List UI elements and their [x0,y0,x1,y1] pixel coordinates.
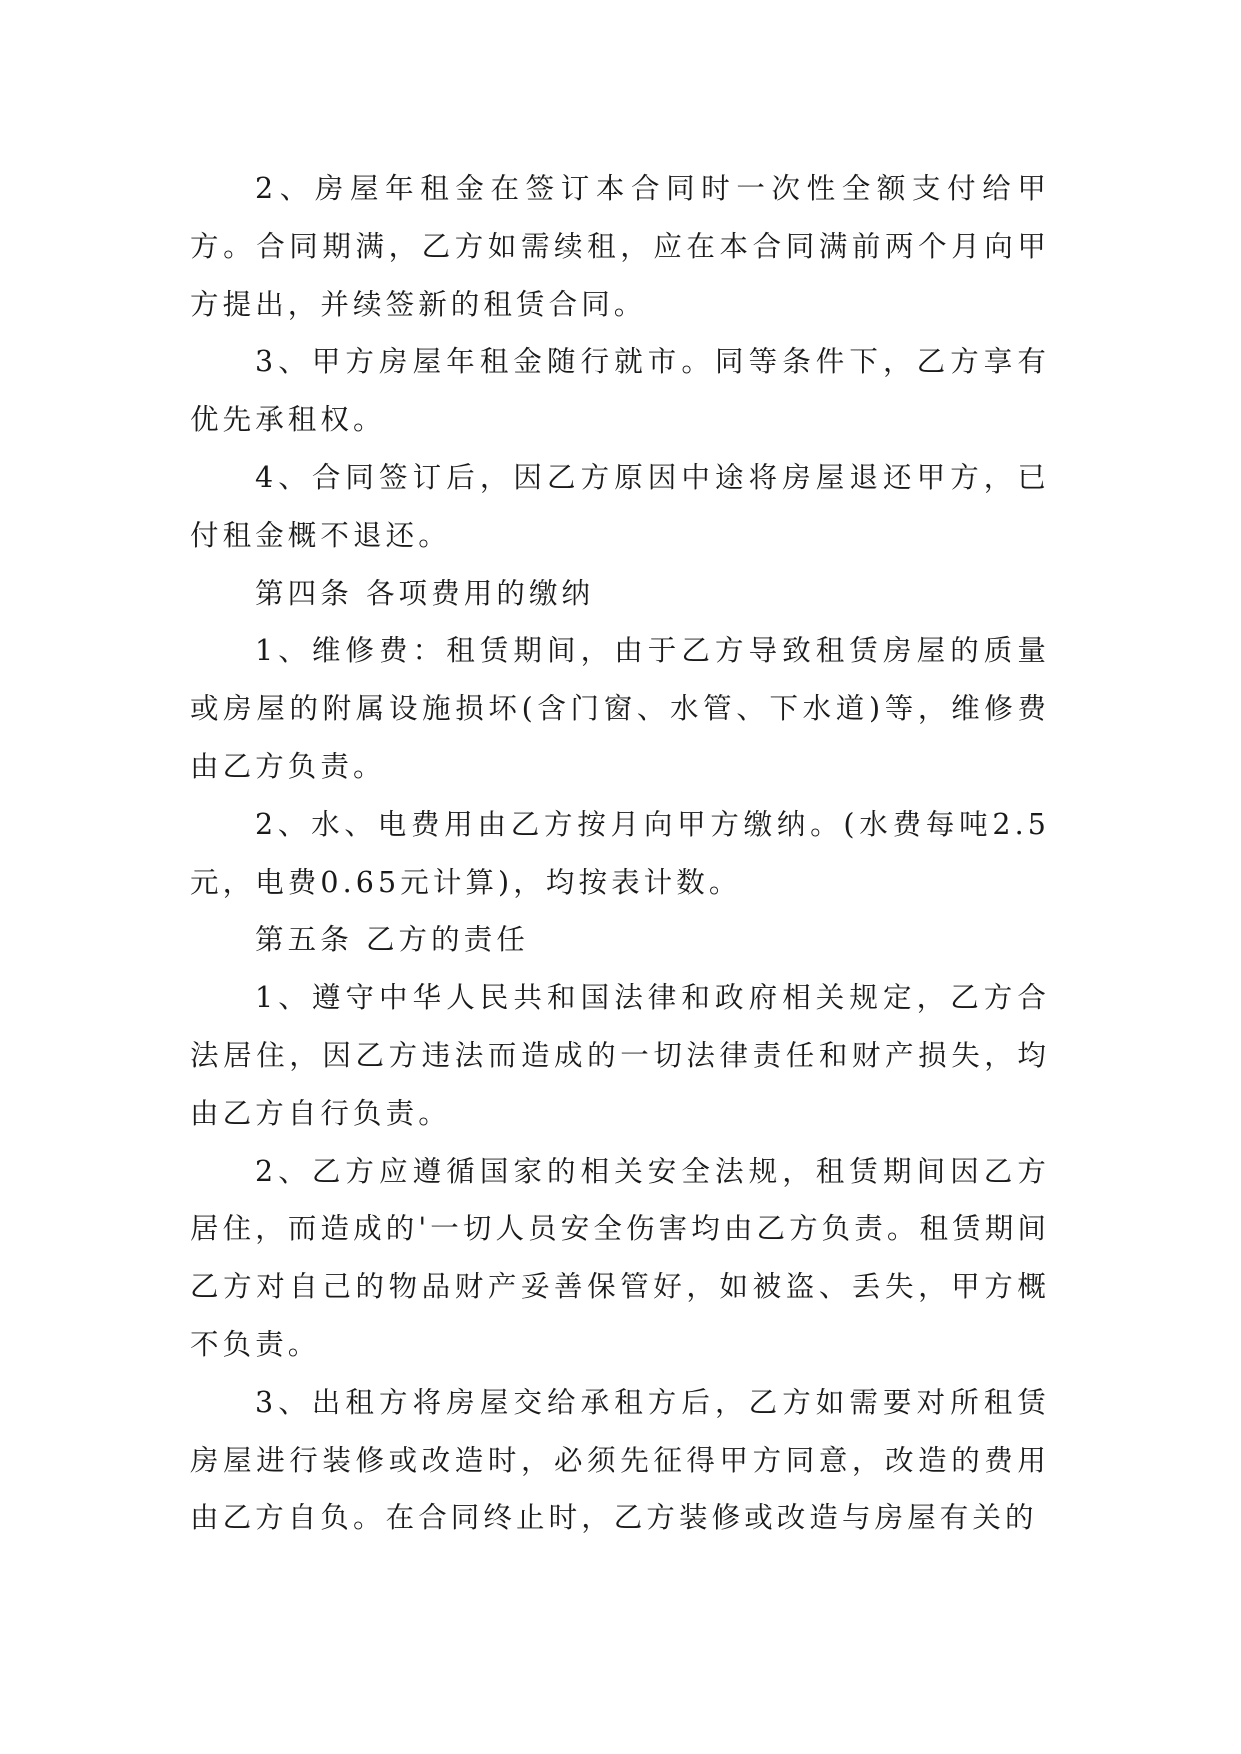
paragraph-safety-responsibility: 2、乙方应遵循国家的相关安全法规，租赁期间因乙方居住，而造成的'一切人员安全伤害均由乙方负责。租赁期间乙方对自己的物品财产妥善保管好，如被盗、丢失，甲方概不负责。 [190,1154,1050,1361]
paragraph-no-refund: 4、合同签订后，因乙方原因中途将房屋退还甲方，已付租金概不退还。 [190,460,1050,552]
paragraph-legal-compliance: 1、遵守中华人民共和国法律和政府相关规定，乙方合法居住，因乙方违法而造成的一切法律责任和财产损失，均由乙方自行负责。 [190,981,1050,1130]
document-body [190,160,1050,1547]
section-heading-article-5: 第五条 乙方的责任 [255,923,529,957]
paragraph-utility-fees: 2、水、电费用由乙方按月向甲方缴纳。(水费每吨2.5元，电费0.65元计算)，均按表计数。 [190,807,1050,899]
paragraph-renovation: 3、出租方将房屋交给承租方后，乙方如需要对所租赁房屋进行装修或改造时，必须先征得甲方同意，改造的费用由乙方自负。在合同终止时，乙方装修或改造与房屋有关的 [190,1385,1050,1535]
section-heading-article-4: 第四条 各项费用的缴纳 [255,576,595,610]
paragraph-rent-payment: 2、房屋年租金在签订本合同时一次性全额支付给甲方。合同期满，乙方如需续租，应在本合同满前两个月向甲方提出，并续签新的租赁合同。 [190,172,1050,321]
paragraph-maintenance-fee: 1、维修费：租赁期间，由于乙方导致租赁房屋的质量或房屋的附属设施损坏(含门窗、水管、下水道)等，维修费由乙方负责。 [190,634,1050,783]
paragraph-market-rent: 3、甲方房屋年租金随行就市。同等条件下，乙方享有优先承租权。 [190,345,1050,437]
